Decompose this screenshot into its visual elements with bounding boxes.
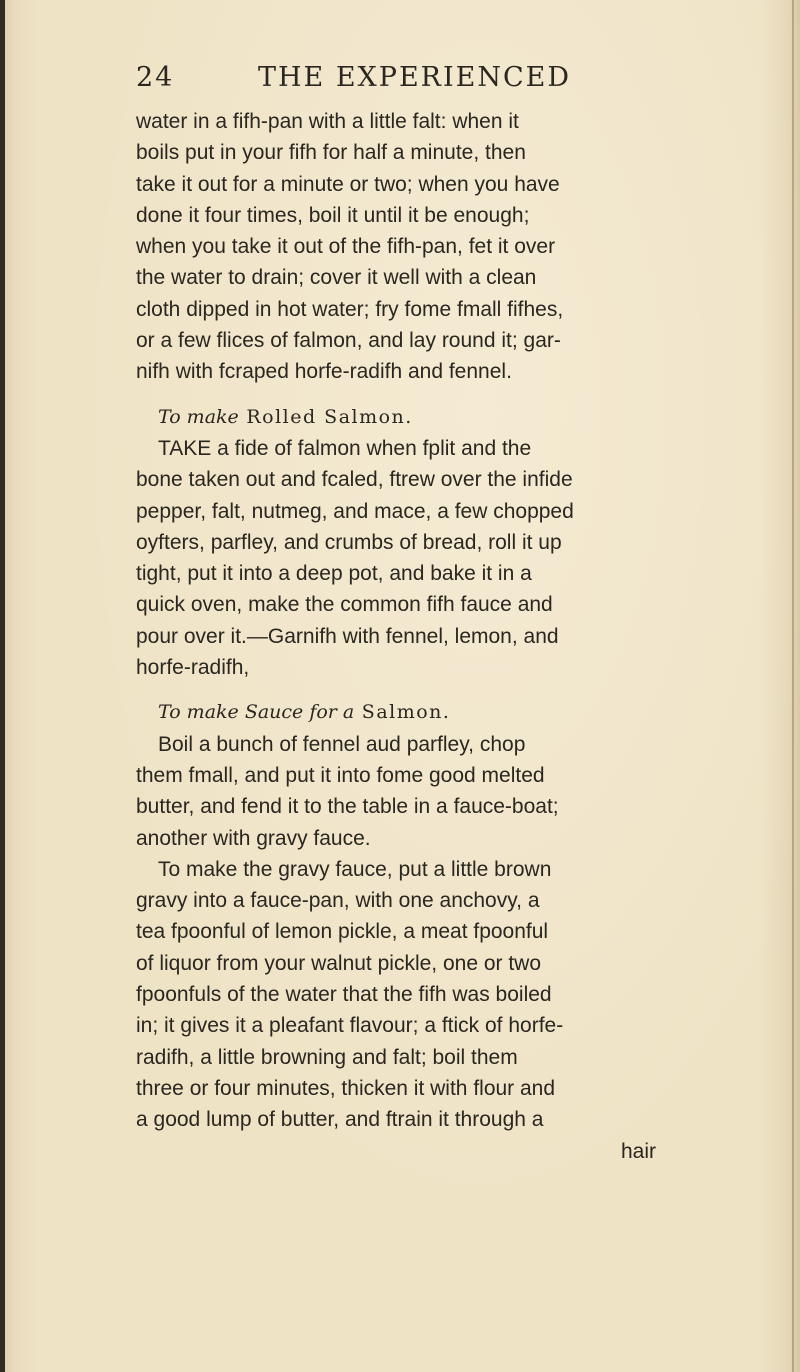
page-right-edge [792,0,794,1372]
text-line: of liquor from your walnut pickle, one or two [136,951,542,975]
text-line: radifh, a little browning and falt; boil them [136,1045,518,1069]
text-line: fpoonfuls of the water that the fifh was boiled [136,983,552,1007]
text-line: TAKE a fide of falmon when fplit and the [158,436,532,460]
text-line: cloth dipped in hot water; fry fome fmall fifhes, [136,297,564,321]
text-line: To make the gravy fauce, put a little brown [158,857,552,881]
text-line: Boil a bunch of fennel aud parfley, chop [158,732,526,756]
text-line: gravy into a fauce-pan, with one anchovy, a [136,889,540,913]
text-line: quick oven, make the common fifh fauce and [136,593,553,617]
section-heading-rolled-salmon [136,402,656,433]
text-line: another with gravy fauce. [136,826,371,850]
text-line: three or four minutes, thicken it with flour and [136,1076,556,1100]
page-number: 24 [136,62,175,93]
running-head-title: THE EXPERIENCED [258,62,571,93]
text-line: butter, and fend it to the table in a fauce-boat; [136,795,559,819]
section-heading-sauce-for-salmon [136,697,656,728]
heading-caps: Rolled Salmon. [246,405,413,428]
text-line: nifh with fcraped horfe-radifh and fennel. [136,360,512,384]
text-line: pour over it.—Garnifh with fennel, lemon, and [136,624,559,648]
text-line: done it four times, boil it until it be enough; [136,203,530,227]
text-line: bone taken out and fcaled, ftrew over the infide [136,468,573,492]
text-line: boils put in your fifh for half a minute, then [136,141,526,165]
text-line: tea fpoonful of lemon pickle, a meat fpoonful [136,920,549,944]
text-line: water in a fifh-pan with a little falt: when it [136,110,519,133]
heading-italic: To make [158,405,239,428]
text-line: take it out for a minute or two; when you have [136,172,560,196]
page-text [136,106,656,1167]
page-binding-edge [0,0,5,1372]
text-line: the water to drain; cover it well with a clean [136,266,537,290]
heading-caps: Salmon. [361,701,451,724]
text-line: oyfters, parfley, and crumbs of bread, roll it up [136,530,562,554]
text-line: or a few flices of falmon, and lay round it; gar- [136,329,561,353]
text-line: them fmall, and put it into fome good melted [136,763,545,787]
text-line: in; it gives it a pleafant flavour; a ftick of horfe- [136,1014,564,1038]
text-line: pepper, falt, nutmeg, and mace, a few chopped [136,499,574,523]
running-head [136,62,636,102]
text-line: tight, put it into a deep pot, and bake it in a [136,562,532,586]
text-line: a good lump of butter, and ftrain it through a [136,1108,544,1132]
heading-italic: To make Sauce for a [158,701,355,724]
text-line: horfe-radifh, [136,656,250,680]
text-line: when you take it out of the fifh-pan, fet it over [136,235,556,259]
catchword: hair [620,1139,656,1163]
